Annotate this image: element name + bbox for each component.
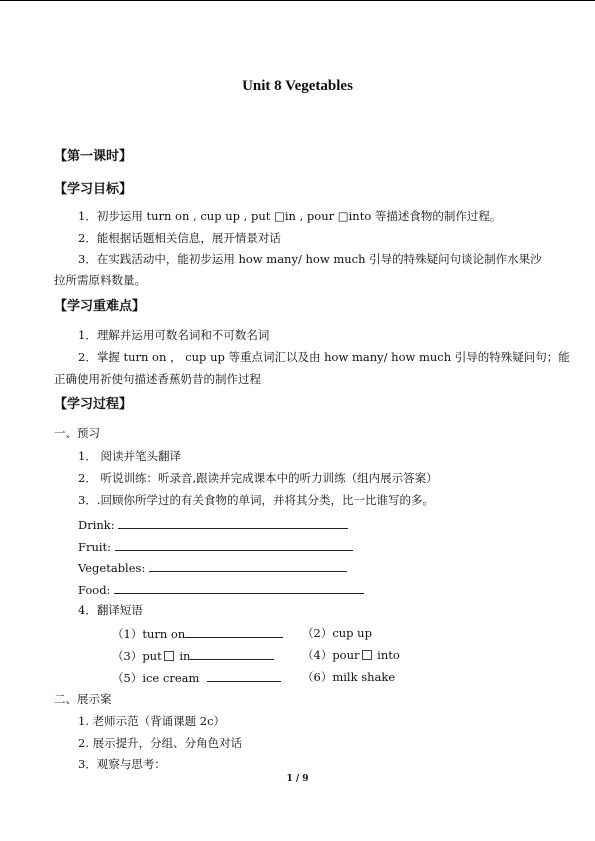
heading-lesson: 【第一课时】 (54, 149, 133, 164)
phrase-1-blank[interactable] (185, 625, 283, 638)
phrase-4 (302, 647, 400, 663)
phrase-3-blank[interactable] (190, 647, 274, 660)
show-2: 2. 展示提升，分组、分角色对话 (78, 736, 243, 750)
phrase-6: （6）milk shake (302, 670, 396, 684)
phrase-3-text-b: in (175, 649, 191, 663)
heading-goals: 【学习目标】 (54, 182, 133, 197)
page-number: 1 / 9 (286, 774, 309, 784)
vegetables-line (78, 559, 347, 575)
phrase-4-text: （4）pour (302, 648, 360, 662)
goal-1: 1．初步运用 turn on , cup up , put □in , pour □into 等描述食物的制作过程。 (78, 209, 502, 223)
phrase-1-text: （1）turn on (112, 627, 186, 641)
phrase-5-blank[interactable] (207, 669, 281, 682)
vegetables-label: Vegetables: (78, 561, 146, 575)
goal-3-cont: 拉所需原料数量。 (54, 273, 146, 287)
key-2-cont: 正确使用祈使句描述香蕉奶昔的制作过程 (54, 372, 261, 386)
phrase-5-text: （5）ice cream (112, 671, 200, 685)
fruit-label: Fruit: (78, 540, 112, 554)
drink-blank[interactable] (118, 516, 348, 529)
phrase-4-text-b: into (373, 648, 400, 662)
blank-box-icon (362, 650, 372, 660)
vegetables-blank[interactable] (149, 559, 347, 572)
phrase-1 (112, 625, 283, 642)
section-show: 二、展示案 (54, 692, 112, 706)
goal-2: 2．能根据话题相关信息，展开情景对话 (78, 231, 281, 245)
heading-process: 【学习过程】 (54, 397, 133, 412)
phrase-3-text: （3）put (112, 649, 162, 663)
page-title: Unit 8 Vegetables (242, 78, 353, 94)
phrase-3 (112, 647, 274, 664)
food-label: Food: (78, 583, 111, 597)
food-line (78, 581, 364, 597)
blank-box-icon (164, 651, 174, 661)
phrase-2: （2）cup up (302, 626, 372, 640)
goal-3: 3．在实践活动中，能初步运用 how many/ how much 引导的特殊疑问句谈论制作水果沙 (78, 252, 542, 266)
show-3: 3．观察与思考： (78, 757, 166, 771)
key-1: 1．理解并运用可数名词和不可数名词 (78, 328, 270, 342)
top-rule (0, 0, 595, 1)
heading-key-points: 【学习重难点】 (54, 299, 146, 314)
preview-2: 2． 听说训练：听录音,跟读并完成课本中的听力训练（组内展示答案） (78, 471, 438, 485)
section-preview: 一、预习 (54, 426, 100, 440)
drink-label: Drink: (78, 518, 115, 532)
phrase-5 (112, 669, 281, 686)
food-blank[interactable] (114, 581, 364, 594)
preview-4: 4．翻译短语 (78, 603, 143, 617)
show-1: 1. 老师示范（背诵课题 2c） (78, 714, 226, 728)
fruit-blank[interactable] (115, 538, 353, 551)
preview-1: 1． 阅读并笔头翻译 (78, 449, 181, 463)
drink-line (78, 516, 348, 532)
key-2: 2．掌握 turn on ， cup up 等重点词汇以及由 how many/ how much 引导的特殊疑问句；能 (78, 350, 570, 364)
fruit-line (78, 538, 353, 554)
preview-3: 3．.回顾你所学过的有关食物的单词，并将其分类，比一比谁写的多。 (78, 493, 434, 507)
